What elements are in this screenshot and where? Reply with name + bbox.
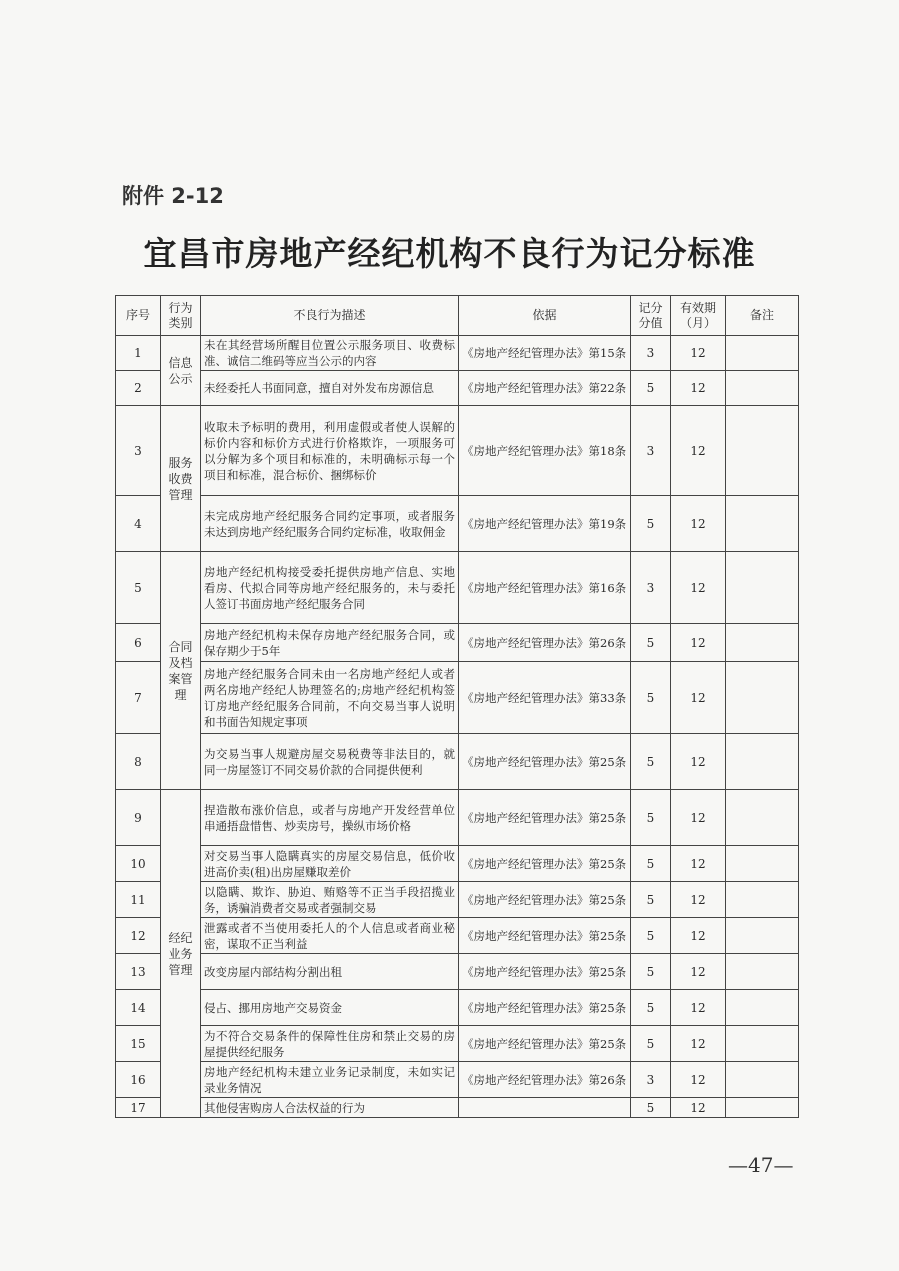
- table-row: [116, 624, 799, 662]
- attachment-label: 附件 2-12: [122, 184, 224, 208]
- row-score: 5: [631, 1026, 671, 1062]
- table-row: [116, 918, 799, 954]
- row-desc: 侵占、挪用房地产交易资金: [201, 990, 459, 1026]
- row-validity: 12: [671, 336, 726, 371]
- header-score: 记分分值: [631, 296, 671, 336]
- row-seq: 10: [116, 846, 161, 882]
- category-cell: 合同及档案管理: [161, 552, 201, 790]
- row-basis: 《房地产经纪管理办法》第25条: [459, 790, 631, 846]
- row-remark: [726, 406, 799, 496]
- row-basis: 《房地产经纪管理办法》第25条: [459, 918, 631, 954]
- row-remark: [726, 846, 799, 882]
- row-remark: [726, 1098, 799, 1118]
- header-seq: 序号: [116, 296, 161, 336]
- row-desc: 为不符合交易条件的保障性住房和禁止交易的房屋提供经纪服务: [201, 1026, 459, 1062]
- row-validity: 12: [671, 371, 726, 406]
- table-row: [116, 734, 799, 790]
- row-remark: [726, 790, 799, 846]
- page-title: 宜昌市房地产经纪机构不良行为记分标准: [143, 234, 756, 273]
- row-validity: 12: [671, 990, 726, 1026]
- row-score: 5: [631, 1098, 671, 1118]
- row-basis: [459, 1098, 631, 1118]
- row-basis: 《房地产经纪管理办法》第25条: [459, 882, 631, 918]
- header-basis: 依据: [459, 296, 631, 336]
- row-basis: 《房地产经纪管理办法》第19条: [459, 496, 631, 552]
- row-desc: 改变房屋内部结构分割出租: [201, 954, 459, 990]
- row-seq: 1: [116, 336, 161, 371]
- row-score: 5: [631, 496, 671, 552]
- row-basis: 《房地产经纪管理办法》第25条: [459, 1026, 631, 1062]
- row-basis: 《房地产经纪管理办法》第33条: [459, 662, 631, 734]
- row-score: 5: [631, 734, 671, 790]
- row-seq: 12: [116, 918, 161, 954]
- row-basis: 《房地产经纪管理办法》第22条: [459, 371, 631, 406]
- row-desc: 房地产经纪机构未建立业务记录制度，未如实记录业务情况: [201, 1062, 459, 1098]
- row-seq: 14: [116, 990, 161, 1026]
- row-basis: 《房地产经纪管理办法》第18条: [459, 406, 631, 496]
- row-remark: [726, 990, 799, 1026]
- row-basis: 《房地产经纪管理办法》第25条: [459, 954, 631, 990]
- row-validity: 12: [671, 954, 726, 990]
- row-desc: 收取未予标明的费用，利用虚假或者使人误解的标价内容和标价方式进行价格欺诈，一项服务可以分解为多个项目和标准的，未明确标示每一个项目和标准，混合标价、捆绑标价: [201, 406, 459, 496]
- table-row: [116, 496, 799, 552]
- row-validity: 12: [671, 846, 726, 882]
- row-desc: 未完成房地产经纪服务合同约定事项，或者服务未达到房地产经纪服务合同约定标准，收取佣金: [201, 496, 459, 552]
- row-seq: 7: [116, 662, 161, 734]
- row-validity: 12: [671, 406, 726, 496]
- row-score: 5: [631, 918, 671, 954]
- category-cell: 经纪业务管理: [161, 790, 201, 1118]
- scoring-table: [115, 295, 799, 1118]
- row-remark: [726, 1026, 799, 1062]
- row-validity: 12: [671, 918, 726, 954]
- row-score: 5: [631, 662, 671, 734]
- row-score: 5: [631, 882, 671, 918]
- header-desc: 不良行为描述: [201, 296, 459, 336]
- row-validity: 12: [671, 552, 726, 624]
- row-remark: [726, 954, 799, 990]
- header-validity: 有效期（月）: [671, 296, 726, 336]
- row-desc: 泄露或者不当使用委托人的个人信息或者商业秘密，谋取不正当利益: [201, 918, 459, 954]
- table-header-row: [116, 296, 799, 336]
- row-seq: 2: [116, 371, 161, 406]
- row-seq: 13: [116, 954, 161, 990]
- row-seq: 8: [116, 734, 161, 790]
- row-validity: 12: [671, 1026, 726, 1062]
- row-remark: [726, 1062, 799, 1098]
- row-seq: 17: [116, 1098, 161, 1118]
- table-row: [116, 846, 799, 882]
- row-seq: 16: [116, 1062, 161, 1098]
- table-row: [116, 882, 799, 918]
- row-basis: 《房地产经纪管理办法》第25条: [459, 734, 631, 790]
- row-remark: [726, 552, 799, 624]
- row-score: 3: [631, 552, 671, 624]
- row-validity: 12: [671, 790, 726, 846]
- row-score: 5: [631, 990, 671, 1026]
- row-validity: 12: [671, 662, 726, 734]
- row-validity: 12: [671, 496, 726, 552]
- row-basis: 《房地产经纪管理办法》第25条: [459, 846, 631, 882]
- header-category: 行为类别: [161, 296, 201, 336]
- table-row: [116, 1026, 799, 1062]
- row-validity: 12: [671, 1062, 726, 1098]
- table-row: [116, 552, 799, 624]
- row-basis: 《房地产经纪管理办法》第26条: [459, 1062, 631, 1098]
- row-remark: [726, 662, 799, 734]
- header-remark: 备注: [726, 296, 799, 336]
- row-basis: 《房地产经纪管理办法》第16条: [459, 552, 631, 624]
- row-desc: 房地产经纪机构未保存房地产经纪服务合同，或保存期少于5年: [201, 624, 459, 662]
- row-desc: 未在其经营场所醒目位置公示服务项目、收费标准、诚信二维码等应当公示的内容: [201, 336, 459, 371]
- row-seq: 4: [116, 496, 161, 552]
- category-cell: 信息公示: [161, 336, 201, 406]
- row-validity: 12: [671, 882, 726, 918]
- table-row: [116, 990, 799, 1026]
- table-row: [116, 406, 799, 496]
- row-remark: [726, 734, 799, 790]
- row-seq: 6: [116, 624, 161, 662]
- row-remark: [726, 336, 799, 371]
- row-score: 5: [631, 846, 671, 882]
- row-basis: 《房地产经纪管理办法》第15条: [459, 336, 631, 371]
- row-score: 5: [631, 371, 671, 406]
- table-row: [116, 1098, 799, 1118]
- row-desc: 捏造散布涨价信息，或者与房地产开发经营单位串通捂盘惜售、炒卖房号，操纵市场价格: [201, 790, 459, 846]
- row-remark: [726, 371, 799, 406]
- row-seq: 15: [116, 1026, 161, 1062]
- row-remark: [726, 496, 799, 552]
- page-number: —47—: [728, 1153, 794, 1177]
- row-basis: 《房地产经纪管理办法》第26条: [459, 624, 631, 662]
- table-row: [116, 1062, 799, 1098]
- row-desc: 对交易当事人隐瞒真实的房屋交易信息，低价收进高价卖(租)出房屋赚取差价: [201, 846, 459, 882]
- row-score: 5: [631, 790, 671, 846]
- table-row: [116, 790, 799, 846]
- row-score: 5: [631, 954, 671, 990]
- row-desc: 其他侵害购房人合法权益的行为: [201, 1098, 459, 1118]
- row-desc: 房地产经纪服务合同未由一名房地产经纪人或者两名房地产经纪人协理签名的;房地产经纪机构签订房地产经纪服务合同前，不向交易当事人说明和书面告知规定事项: [201, 662, 459, 734]
- row-basis: 《房地产经纪管理办法》第25条: [459, 990, 631, 1026]
- row-validity: 12: [671, 624, 726, 662]
- table-row: [116, 371, 799, 406]
- category-cell: 服务收费管理: [161, 406, 201, 552]
- table-row: [116, 662, 799, 734]
- row-seq: 9: [116, 790, 161, 846]
- table-row: [116, 336, 799, 371]
- row-validity: 12: [671, 734, 726, 790]
- row-score: 3: [631, 406, 671, 496]
- row-seq: 11: [116, 882, 161, 918]
- row-score: 5: [631, 624, 671, 662]
- row-desc: 以隐瞒、欺诈、胁迫、贿赂等不正当手段招揽业务，诱骗消费者交易或者强制交易: [201, 882, 459, 918]
- row-score: 3: [631, 1062, 671, 1098]
- row-desc: 为交易当事人规避房屋交易税费等非法目的，就同一房屋签订不同交易价款的合同提供便利: [201, 734, 459, 790]
- row-remark: [726, 624, 799, 662]
- row-desc: 房地产经纪机构接受委托提供房地产信息、实地看房、代拟合同等房地产经纪服务的，未与委托人签订书面房地产经纪服务合同: [201, 552, 459, 624]
- row-seq: 5: [116, 552, 161, 624]
- row-score: 3: [631, 336, 671, 371]
- row-seq: 3: [116, 406, 161, 496]
- row-remark: [726, 918, 799, 954]
- row-desc: 未经委托人书面同意，擅自对外发布房源信息: [201, 371, 459, 406]
- row-remark: [726, 882, 799, 918]
- table-row: [116, 954, 799, 990]
- row-validity: 12: [671, 1098, 726, 1118]
